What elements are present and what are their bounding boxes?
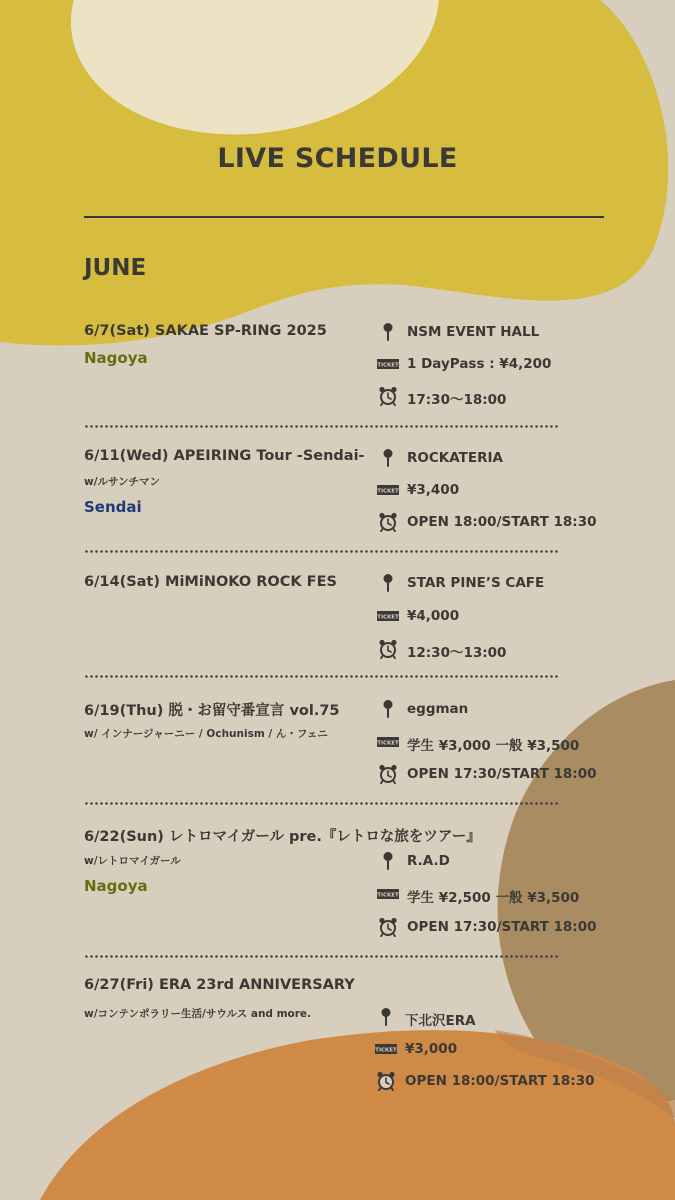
event-time-text: OPEN 18:00/START 18:30	[405, 1073, 595, 1089]
ticket-price: ¥4,000	[407, 608, 460, 624]
dotted-divider	[84, 675, 558, 678]
event-title: 6/7(Sat) SAKAE SP-RING 2025	[84, 323, 327, 339]
map-pin-icon	[377, 851, 399, 871]
month-heading: JUNE	[84, 255, 147, 281]
map-pin-icon	[375, 1007, 397, 1027]
event-time-text: 12:30〜13:00	[407, 645, 507, 661]
svg-text:TICKET: TICKET	[375, 1047, 397, 1054]
alarm-clock-icon	[377, 386, 399, 406]
event-city: Sendai	[84, 498, 142, 516]
svg-text:TICKET: TICKET	[377, 740, 399, 747]
ticket-icon	[377, 354, 399, 374]
event-time-text: 17:30〜18:00	[407, 392, 507, 408]
event-time-text: OPEN 17:30/START 18:00	[407, 766, 597, 782]
alarm-clock-icon	[377, 917, 399, 937]
ticket-icon	[377, 480, 399, 500]
svg-text:TICKET: TICKET	[377, 488, 399, 495]
map-pin-icon	[377, 573, 399, 593]
event-city: Nagoya	[84, 349, 148, 367]
page-title: LIVE SCHEDULE	[217, 143, 458, 174]
event-time-text: OPEN 18:00/START 18:30	[407, 514, 597, 530]
event-support-acts: w/ インナージャーニー / Ochunism / ん・フェニ	[84, 728, 328, 740]
venue-name: NSM EVENT HALL	[407, 324, 540, 340]
event-city: Nagoya	[84, 877, 148, 895]
event-support-acts: w/レトロマイガール	[84, 855, 181, 867]
dotted-divider	[84, 550, 558, 553]
ticket-price: 学生 ¥3,000 一般 ¥3,500	[407, 738, 580, 754]
dotted-divider	[84, 802, 558, 805]
venue-name: R.A.D	[407, 853, 450, 869]
event-support-acts: w/ルサンチマン	[84, 476, 161, 488]
event-support-acts: w/コンテンポラリー生活/サウルス and more.	[84, 1008, 312, 1020]
svg-text:TICKET: TICKET	[377, 614, 399, 621]
venue-name: ROCKATERIA	[407, 450, 503, 466]
map-pin-icon	[377, 699, 399, 719]
event-title: 6/19(Thu) 脱・お留守番宣言 vol.75	[84, 703, 340, 719]
venue-name: STAR PINE’S CAFE	[407, 575, 545, 591]
alarm-clock-icon	[377, 512, 399, 532]
ticket-price: 1 DayPass : ¥4,200	[407, 356, 552, 372]
ticket-price: ¥3,400	[407, 482, 460, 498]
event-title: 6/27(Fri) ERA 23rd ANNIVERSARY	[84, 977, 355, 993]
event-time-text: OPEN 17:30/START 18:00	[407, 919, 597, 935]
ticket-icon	[375, 1039, 397, 1059]
dotted-divider	[84, 955, 558, 958]
event-title: 6/11(Wed) APEIRING Tour -Sendai-	[84, 448, 365, 464]
alarm-clock-icon	[377, 764, 399, 784]
dotted-divider	[84, 425, 558, 428]
ticket-icon	[377, 606, 399, 626]
ticket-icon	[377, 732, 399, 752]
ticket-icon	[377, 884, 399, 904]
title-divider	[84, 216, 604, 218]
venue-name: 下北沢ERA	[405, 1013, 476, 1029]
svg-text:TICKET: TICKET	[377, 362, 399, 369]
map-pin-icon	[377, 322, 399, 342]
alarm-clock-icon	[377, 639, 399, 659]
event-title: 6/22(Sun) レトロマイガール pre.『レトロな旅をツアー』	[84, 829, 481, 845]
venue-name: eggman	[407, 701, 469, 717]
svg-text:TICKET: TICKET	[377, 892, 399, 899]
map-pin-icon	[377, 448, 399, 468]
ticket-price: 学生 ¥2,500 一般 ¥3,500	[407, 890, 580, 906]
alarm-clock-icon	[375, 1071, 397, 1091]
ticket-price: ¥3,000	[405, 1041, 458, 1057]
event-title: 6/14(Sat) MiMiNOKO ROCK FES	[84, 574, 337, 590]
